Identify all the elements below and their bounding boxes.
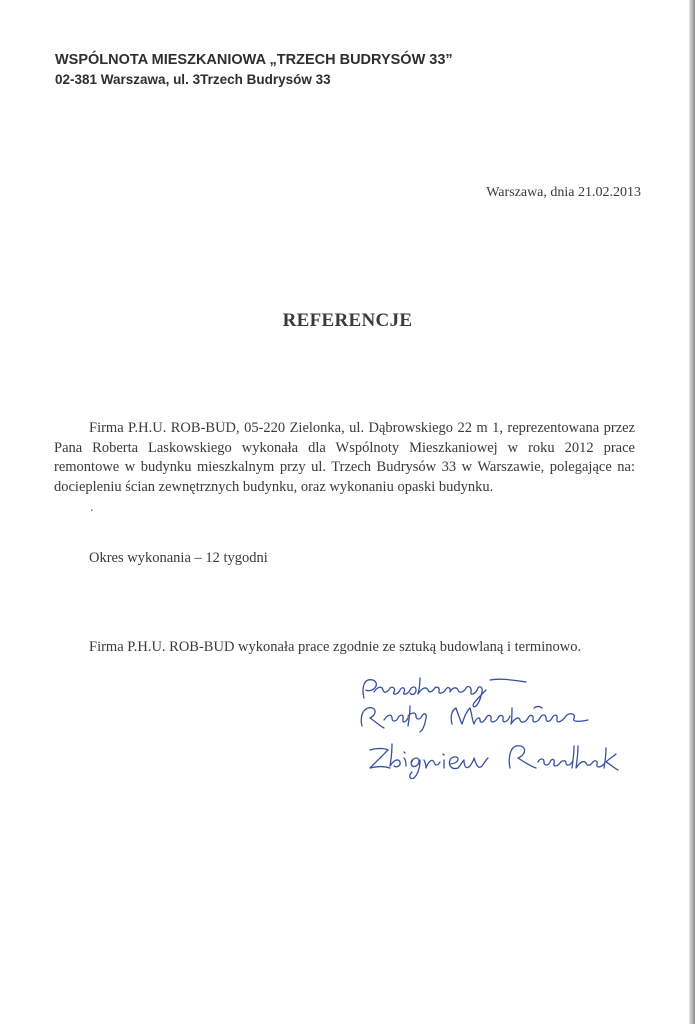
organization-name: WSPÓLNOTA MIESZKANIOWA „TRZECH BUDRYSÓW 33” — [55, 52, 453, 68]
organization-address: 02-381 Warszawa, ul. 3Trzech Budrysów 33 — [55, 72, 331, 87]
body-paragraph: Firma P.H.U. ROB-BUD, 05-220 Zielonka, ul. Dąbrowskiego 22 m 1, reprezentowana przez Pana Roberta Laskowskiego wykonała dla Wspólnoty Mieszkaniowej w roku 2012 prace remontowe w budynku mieszkalnym przy ul. Trzech Budrysów 33 w Warszawie, polegające na: dociepleniu ścian zewnętrznych budynku, oraz wykonaniu opaski budynku. — [54, 420, 635, 495]
handwritten-signature — [340, 668, 640, 783]
stray-mark: . — [90, 500, 94, 515]
date-line: Warszawa, dnia 21.02.2013 — [486, 185, 641, 200]
document-title: REFERENCJE — [282, 310, 413, 331]
page-edge-shadow — [689, 0, 695, 1024]
closing-line: Firma P.H.U. ROB-BUD wykonała prace zgodnie ze sztuką budowlaną i terminowo. — [89, 639, 582, 655]
period-line: Okres wykonania – 12 tygodni — [89, 550, 268, 566]
